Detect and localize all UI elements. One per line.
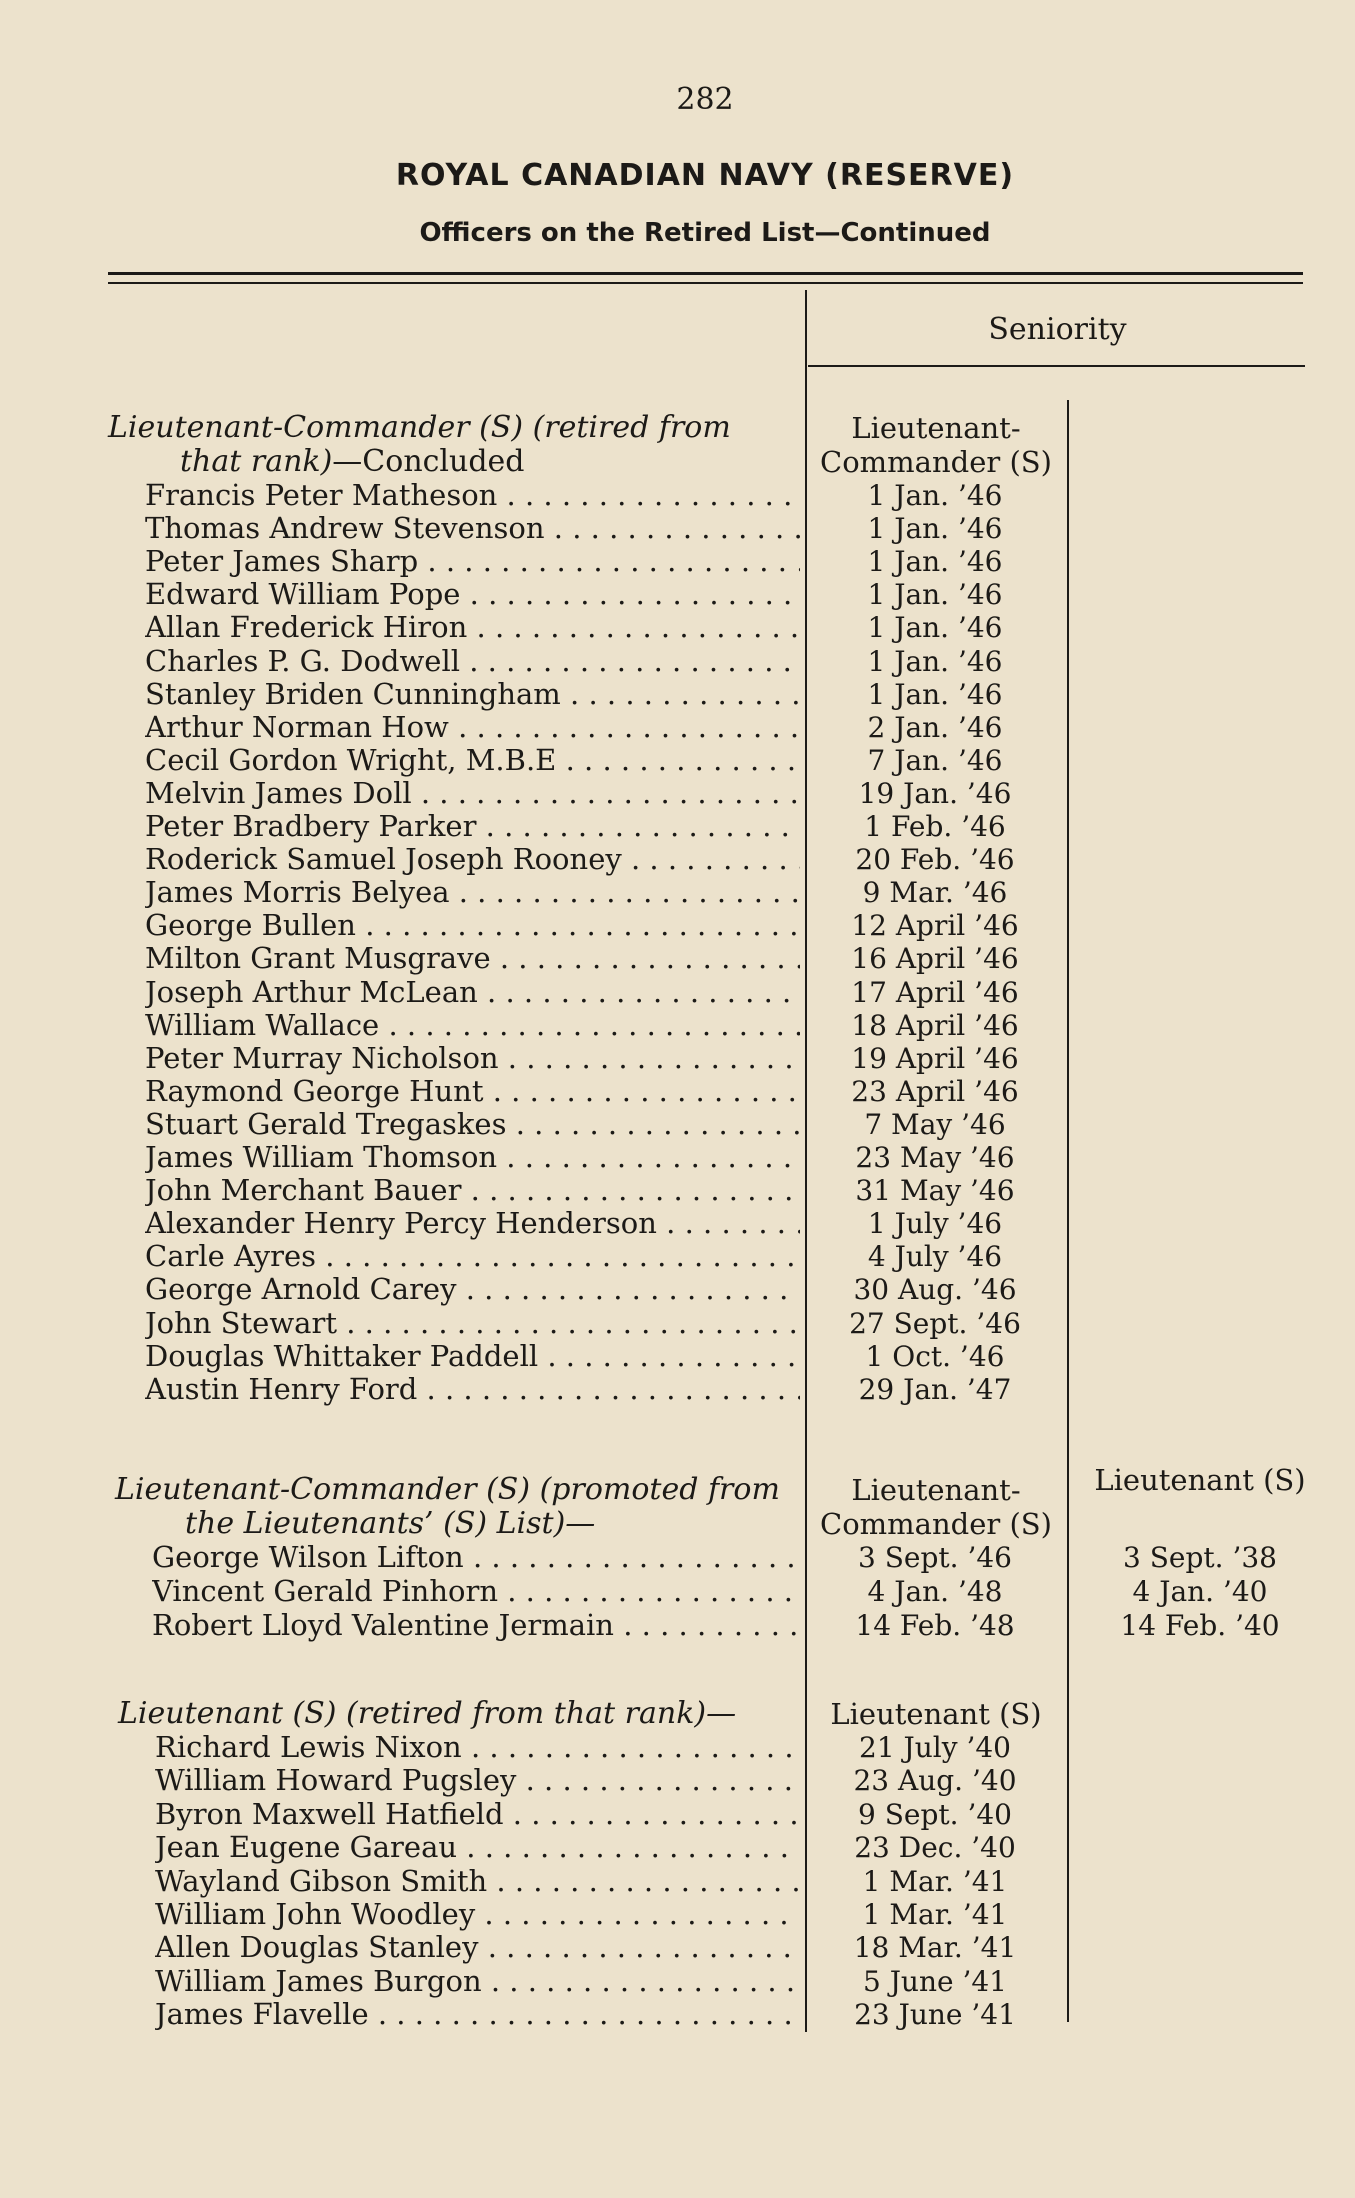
officer-name-text: Douglas Whittaker Paddell . . . bbox=[145, 1340, 800, 1373]
officer-name bbox=[145, 711, 800, 744]
list-item bbox=[0, 909, 1355, 942]
list-item bbox=[0, 1174, 1355, 1207]
officer-name bbox=[145, 810, 800, 843]
officer-name-text: Robert Lloyd Valentine Jermain . . . bbox=[152, 1609, 800, 1642]
officer-name-text: Roderick Samuel Joseph Rooney . . . bbox=[145, 843, 800, 876]
seniority-date: 23 Aug. ’40 bbox=[853, 1764, 1017, 1798]
section-heading-retired-lt-cdr-line2 bbox=[180, 445, 880, 479]
seniority-date: 27 Sept. ’46 bbox=[849, 1306, 1021, 1340]
seniority-date: 23 June ’41 bbox=[854, 1998, 1016, 2032]
officer-name bbox=[145, 578, 800, 611]
officer-name-text: John Stewart . . . bbox=[145, 1307, 800, 1340]
officer-name-text: James Morris Belyea . . . bbox=[145, 876, 800, 909]
officer-name-text: Vincent Gerald Pinhorn . . . bbox=[152, 1575, 800, 1608]
seniority-date: 14 Feb. ’48 bbox=[855, 1609, 1015, 1642]
officer-name-text: Thomas Andrew Stevenson . . . bbox=[145, 512, 800, 545]
list-item bbox=[0, 545, 1355, 578]
list-item bbox=[0, 1575, 1355, 1608]
seniority-date: 19 Jan. ’46 bbox=[858, 776, 1012, 810]
list-item bbox=[0, 744, 1355, 777]
section-heading-plain-part: —Concluded bbox=[332, 444, 525, 479]
officer-name-text: Raymond George Hunt . . . bbox=[145, 1075, 800, 1108]
officer-name bbox=[152, 1575, 800, 1608]
seniority-date: 23 May ’46 bbox=[855, 1141, 1015, 1174]
list-item bbox=[0, 843, 1355, 876]
lieutenant-seniority-date: 4 Jan. ’40 bbox=[1132, 1575, 1268, 1608]
officer-name bbox=[155, 1831, 800, 1864]
officer-name-text: Richard Lewis Nixon . . . bbox=[155, 1731, 800, 1764]
list-item bbox=[0, 1240, 1355, 1273]
officer-name-text: Wayland Gibson Smith . . . bbox=[155, 1865, 800, 1898]
list-item bbox=[0, 777, 1355, 810]
seniority-date: 7 May ’46 bbox=[864, 1107, 1006, 1141]
officer-name-text: Francis Peter Matheson . . . bbox=[145, 479, 800, 512]
column-head-lt-cdr-2-line2: Commander (S) bbox=[820, 1507, 1052, 1541]
officer-name-text: Charles P. G. Dodwell . . . bbox=[145, 645, 800, 678]
section-heading-retired-lieutenant: Lieutenant (S) (retired from that rank)— bbox=[118, 1696, 737, 1731]
seniority-date: 4 July ’46 bbox=[867, 1240, 1003, 1274]
officer-name bbox=[155, 1931, 800, 1964]
officer-name-text: Stuart Gerald Tregaskes . . . bbox=[145, 1108, 800, 1141]
officer-name bbox=[145, 1009, 800, 1042]
section-heading-retired-lt-cdr: Lieutenant-Commander (S) (retired from bbox=[108, 410, 731, 445]
officer-name bbox=[155, 1998, 800, 2031]
list-item bbox=[0, 1931, 1355, 1964]
list-item bbox=[0, 876, 1355, 909]
seniority-date: 5 June ’41 bbox=[862, 1964, 1007, 1998]
list-item bbox=[0, 678, 1355, 711]
list-item bbox=[0, 479, 1355, 512]
seniority-date: 1 Jan. ’46 bbox=[867, 578, 1003, 612]
column-head-lt-cdr: Lieutenant- bbox=[851, 411, 1021, 445]
header-double-rule-top bbox=[108, 272, 1303, 275]
seniority-header: Seniority bbox=[988, 312, 1127, 347]
list-item bbox=[0, 1141, 1355, 1174]
officer-name-text: James Flavelle . . . bbox=[155, 1998, 800, 2031]
column-head-lt-cdr-2: Lieutenant- bbox=[851, 1473, 1021, 1507]
officer-name bbox=[155, 1764, 800, 1797]
officer-name bbox=[145, 1075, 800, 1108]
list-item bbox=[0, 1798, 1355, 1831]
seniority-date: 9 Sept. ’40 bbox=[858, 1797, 1012, 1831]
officer-name-text: Peter James Sharp . . . bbox=[145, 545, 800, 578]
officer-name-text: George Wilson Lifton . . . bbox=[152, 1541, 800, 1574]
list-item bbox=[0, 711, 1355, 744]
officer-name-text: Arthur Norman How . . . bbox=[145, 711, 800, 744]
officer-name bbox=[145, 512, 800, 545]
officer-name bbox=[145, 479, 800, 512]
seniority-date: 2 Jan. ’46 bbox=[867, 710, 1003, 744]
seniority-date: 1 Jan. ’46 bbox=[867, 611, 1003, 645]
seniority-date: 1 Feb. ’46 bbox=[864, 810, 1006, 843]
officer-name-text: William Howard Pugsley . . . bbox=[155, 1764, 800, 1797]
list-item bbox=[0, 1965, 1355, 1998]
seniority-date: 1 Jan. ’46 bbox=[867, 644, 1003, 678]
list-item bbox=[0, 1340, 1355, 1373]
officer-name bbox=[145, 1042, 800, 1075]
officer-name bbox=[145, 1141, 800, 1174]
list-item bbox=[0, 1541, 1355, 1574]
section-heading-promoted-lt-cdr-line2: the Lieutenants’ (S) List)— bbox=[185, 1506, 596, 1541]
seniority-date: 1 Jan. ’46 bbox=[867, 512, 1003, 546]
officer-name bbox=[145, 1307, 800, 1340]
officer-name bbox=[145, 1108, 800, 1141]
list-item bbox=[0, 512, 1355, 545]
list-item bbox=[0, 578, 1355, 611]
officer-name-text: Alexander Henry Percy Henderson . . . bbox=[145, 1207, 800, 1240]
seniority-date: 19 April ’46 bbox=[851, 1041, 1019, 1075]
officer-name-text: Stanley Briden Cunningham . . . bbox=[145, 678, 800, 711]
officer-name-text: Austin Henry Ford . . . bbox=[145, 1373, 800, 1406]
list-item bbox=[0, 1207, 1355, 1240]
officer-name-text: William John Woodley . . . bbox=[155, 1898, 800, 1931]
seniority-date: 1 Oct. ’46 bbox=[865, 1339, 1005, 1373]
seniority-date: 18 April ’46 bbox=[851, 1008, 1019, 1042]
list-item bbox=[0, 1731, 1355, 1764]
seniority-date: 4 Jan. ’48 bbox=[867, 1575, 1003, 1608]
officer-name bbox=[145, 777, 800, 810]
officer-name-text: Melvin James Doll . . . bbox=[145, 777, 800, 810]
officer-name-text: William Wallace . . . bbox=[145, 1009, 800, 1042]
list-item bbox=[0, 1042, 1355, 1075]
list-item bbox=[0, 1865, 1355, 1898]
seniority-date: 17 April ’46 bbox=[851, 975, 1019, 1009]
seniority-date: 1 Mar. ’41 bbox=[862, 1898, 1008, 1931]
page-number: 282 bbox=[676, 82, 734, 117]
seniority-date: 9 Mar. ’46 bbox=[862, 876, 1008, 910]
seniority-date: 20 Feb. ’46 bbox=[855, 843, 1015, 877]
officer-name bbox=[145, 1174, 800, 1207]
officer-name-text: Allan Frederick Hiron . . . bbox=[145, 611, 800, 644]
officer-name bbox=[155, 1898, 800, 1931]
seniority-date: 23 Dec. ’40 bbox=[854, 1831, 1016, 1865]
list-item bbox=[0, 1831, 1355, 1864]
list-item bbox=[0, 942, 1355, 975]
officer-name bbox=[145, 545, 800, 578]
list-item bbox=[0, 645, 1355, 678]
header-double-rule-bottom bbox=[108, 282, 1303, 284]
officer-name bbox=[155, 1731, 800, 1764]
officer-name-text: Byron Maxwell Hatfield . . . bbox=[155, 1798, 800, 1831]
officer-name bbox=[145, 678, 800, 711]
officer-name-text: Allen Douglas Stanley . . . bbox=[155, 1931, 800, 1964]
officer-name bbox=[145, 909, 800, 942]
officer-name bbox=[145, 843, 800, 876]
seniority-date: 12 April ’46 bbox=[851, 909, 1019, 943]
lieutenant-seniority-date: 14 Feb. ’40 bbox=[1120, 1609, 1280, 1642]
officer-name bbox=[145, 942, 800, 975]
column-head-lieutenant-3: Lieutenant (S) bbox=[830, 1697, 1042, 1731]
seniority-date: 18 Mar. ’41 bbox=[853, 1931, 1017, 1965]
section-heading-italic-part: that rank) bbox=[180, 444, 333, 479]
officer-name bbox=[145, 876, 800, 909]
officer-name bbox=[145, 1240, 800, 1273]
seniority-date: 29 Jan. ’47 bbox=[858, 1372, 1012, 1406]
list-item bbox=[0, 1764, 1355, 1797]
seniority-date: 7 Jan. ’46 bbox=[867, 743, 1003, 777]
list-item bbox=[0, 976, 1355, 1009]
officer-name bbox=[145, 1373, 800, 1406]
officer-name-text: George Arnold Carey . . . bbox=[145, 1273, 800, 1306]
officer-name-text: Peter Murray Nicholson . . . bbox=[145, 1042, 800, 1075]
officer-name-text: Carle Ayres . . . bbox=[145, 1240, 800, 1273]
officer-name-text: Cecil Gordon Wright, M.B.E . . . bbox=[145, 744, 800, 777]
officer-name-text: Edward William Pope . . . bbox=[145, 578, 800, 611]
list-item bbox=[0, 611, 1355, 644]
seniority-date: 1 Jan. ’46 bbox=[867, 677, 1003, 711]
officer-name bbox=[145, 744, 800, 777]
page-title: ROYAL CANADIAN NAVY (RESERVE) bbox=[395, 158, 1015, 193]
list-item bbox=[0, 1609, 1355, 1642]
officer-name-text: James William Thomson . . . bbox=[145, 1141, 800, 1174]
officer-name bbox=[155, 1865, 800, 1898]
seniority-date: 3 Sept. ’46 bbox=[858, 1541, 1012, 1574]
officer-name bbox=[145, 645, 800, 678]
list-item bbox=[0, 1307, 1355, 1340]
officer-name-text: George Bullen . . . bbox=[145, 909, 800, 942]
officer-name-text: Peter Bradbery Parker . . . bbox=[145, 810, 800, 843]
column-head-lieutenant: Lieutenant (S) bbox=[1094, 1463, 1306, 1497]
page-subtitle: Officers on the Retired List—Continued bbox=[419, 218, 991, 248]
officer-name-text: William James Burgon . . . bbox=[155, 1965, 800, 1998]
lieutenant-seniority-date: 3 Sept. ’38 bbox=[1123, 1541, 1277, 1574]
list-item bbox=[0, 810, 1355, 843]
seniority-date: 21 July ’40 bbox=[859, 1731, 1011, 1764]
seniority-date: 31 May ’46 bbox=[855, 1174, 1015, 1208]
officer-name bbox=[152, 1541, 800, 1574]
officer-name-text: John Merchant Bauer . . . bbox=[145, 1174, 800, 1207]
seniority-date: 1 July ’46 bbox=[867, 1207, 1003, 1241]
officer-name bbox=[152, 1609, 800, 1642]
seniority-date: 1 Jan. ’46 bbox=[867, 545, 1003, 579]
list-item bbox=[0, 1373, 1355, 1406]
officer-name bbox=[145, 611, 800, 644]
officer-name-text: Milton Grant Musgrave . . . bbox=[145, 942, 800, 975]
officer-name bbox=[145, 1340, 800, 1373]
officer-name-text: Jean Eugene Gareau . . . bbox=[155, 1831, 800, 1864]
list-item bbox=[0, 1273, 1355, 1306]
section-heading-promoted-lt-cdr: Lieutenant-Commander (S) (promoted from bbox=[115, 1472, 780, 1507]
officer-name bbox=[145, 976, 800, 1009]
list-item bbox=[0, 1075, 1355, 1108]
officer-name bbox=[155, 1798, 800, 1831]
officer-name bbox=[145, 1207, 800, 1240]
officer-name bbox=[145, 1273, 800, 1306]
list-item bbox=[0, 1108, 1355, 1141]
list-item bbox=[0, 1998, 1355, 2031]
seniority-date: 1 Mar. ’41 bbox=[862, 1864, 1008, 1898]
list-item bbox=[0, 1009, 1355, 1042]
list-item bbox=[0, 1898, 1355, 1931]
officer-name-text: Joseph Arthur McLean . . . bbox=[145, 976, 800, 1009]
seniority-date: 23 April ’46 bbox=[851, 1074, 1019, 1108]
seniority-date: 1 Jan. ’46 bbox=[867, 479, 1003, 512]
officer-name bbox=[155, 1965, 800, 1998]
seniority-date: 16 April ’46 bbox=[851, 942, 1019, 976]
column-head-lt-cdr-line2: Commander (S) bbox=[820, 445, 1052, 479]
seniority-underline bbox=[808, 365, 1305, 367]
seniority-date: 30 Aug. ’46 bbox=[853, 1273, 1017, 1307]
